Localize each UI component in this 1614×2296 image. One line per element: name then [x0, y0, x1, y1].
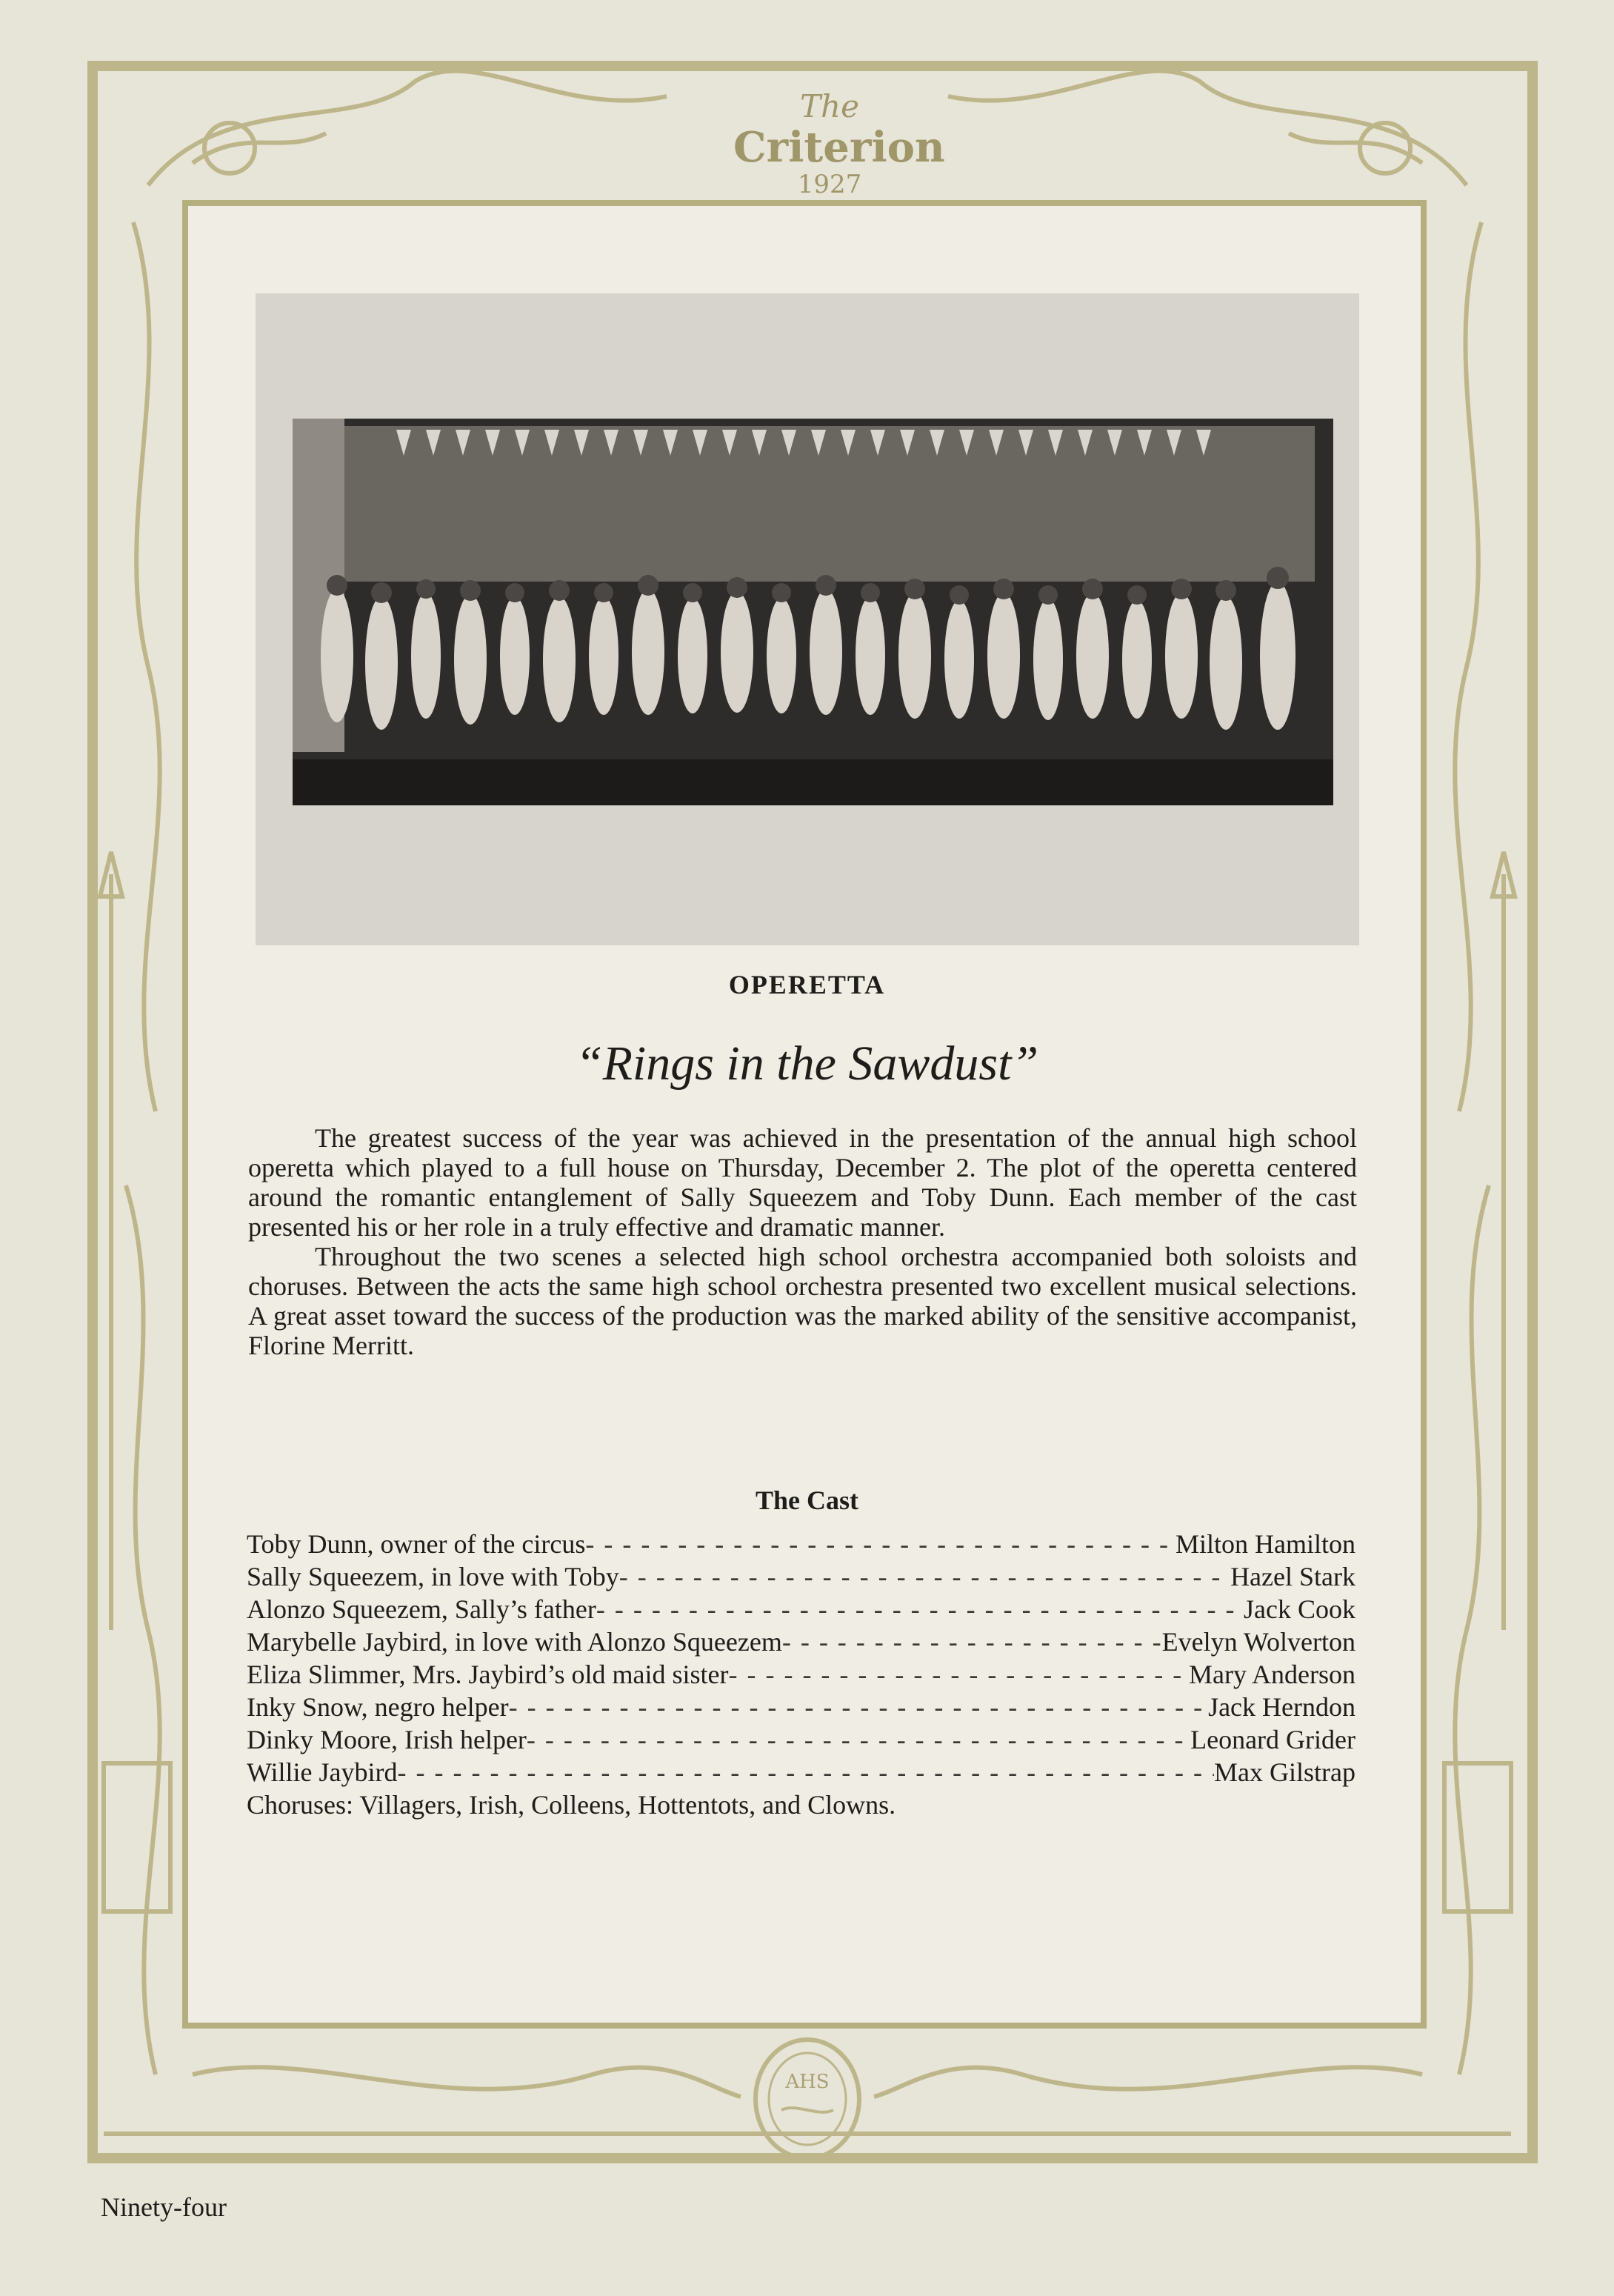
masthead-the: The: [800, 88, 859, 124]
cast-actor: Evelyn Wolverton: [1161, 1627, 1355, 1657]
page-number: Ninety-four: [101, 2192, 227, 2222]
cast-role: Marybelle Jaybird, in love with Alonzo Squeezem: [247, 1627, 782, 1657]
leader-dots: [728, 1658, 1189, 1691]
cast-row: [247, 1560, 1355, 1593]
cast-actor: Hazel Stark: [1230, 1562, 1355, 1591]
stage-photo-icon: [293, 419, 1333, 805]
cast-actor: Max Gilstrap: [1214, 1757, 1355, 1787]
ahs-crest-icon: [744, 2036, 870, 2162]
cast-row: [247, 1723, 1355, 1756]
leader-dots: [585, 1528, 1176, 1560]
cast-role: Toby Dunn, owner of the circus: [247, 1529, 586, 1559]
section-label: OPERETTA: [728, 970, 886, 999]
leader-dots: [509, 1691, 1208, 1723]
cast-row: [247, 1528, 1355, 1560]
leader-dots: [619, 1560, 1230, 1593]
operetta-title: “Rings in the Sawdust”: [575, 1036, 1039, 1091]
cast-actor: Milton Hamilton: [1176, 1529, 1355, 1559]
cast-row: [247, 1658, 1355, 1691]
cast-role: Inky Snow, negro helper: [247, 1692, 509, 1722]
cast-role: Eliza Slimmer, Mrs. Jaybird’s old maid sister: [247, 1660, 729, 1689]
cast-actor: Mary Anderson: [1189, 1660, 1355, 1689]
cast-role: Alonzo Squeezem, Sally’s father: [247, 1594, 596, 1624]
leader-dots: [782, 1625, 1162, 1658]
operetta-cast-photo: [293, 419, 1333, 805]
body-paragraph: Throughout the two scenes a selected high school orchestra accompanied both soloists and choruses. Between the acts the same high school orchestra presented two excellent musical selections. A great asset toward the success of the production was the marked ability of the sensitive accompanist, Florine Merritt.: [248, 1242, 1357, 1360]
choruses-line: Choruses: Villagers, Irish, Colleens, Hottentots, and Clowns.: [247, 1790, 896, 1820]
cast-row: [247, 1691, 1355, 1723]
cast-role: Dinky Moore, Irish helper: [247, 1725, 527, 1754]
yearbook-masthead: [733, 88, 945, 199]
body-paragraph: The greatest success of the year was achieved in the presentation of the annual high school operetta which played to a full house on Thursday, December 2. The plot of the operetta centered around the romantic entanglement of Sally Squeezem and Toby Dunn. Each member of the cast presented his or her role in a truly effective and dramatic manner.: [248, 1123, 1357, 1242]
cast-role: Willie Jaybird: [247, 1757, 398, 1787]
masthead-title: Criterion: [733, 123, 945, 172]
cast-row: [247, 1625, 1355, 1658]
cast-heading: The Cast: [755, 1485, 858, 1515]
article-body: [248, 1123, 1357, 1360]
cast-row: [247, 1593, 1355, 1625]
leader-dots: [596, 1593, 1244, 1625]
cast-actor: Leonard Grider: [1190, 1725, 1355, 1754]
masthead-year: 1927: [797, 170, 862, 199]
cast-row: [247, 1756, 1355, 1788]
cast-actor: Jack Herndon: [1208, 1692, 1355, 1722]
cast-list: [247, 1528, 1355, 1821]
cast-actor: Jack Cook: [1244, 1594, 1355, 1624]
cast-role: Sally Squeezem, in love with Toby: [247, 1562, 619, 1591]
crest-text: AHS: [785, 2071, 830, 2093]
leader-dots: [527, 1723, 1190, 1756]
leader-dots: [398, 1756, 1215, 1788]
